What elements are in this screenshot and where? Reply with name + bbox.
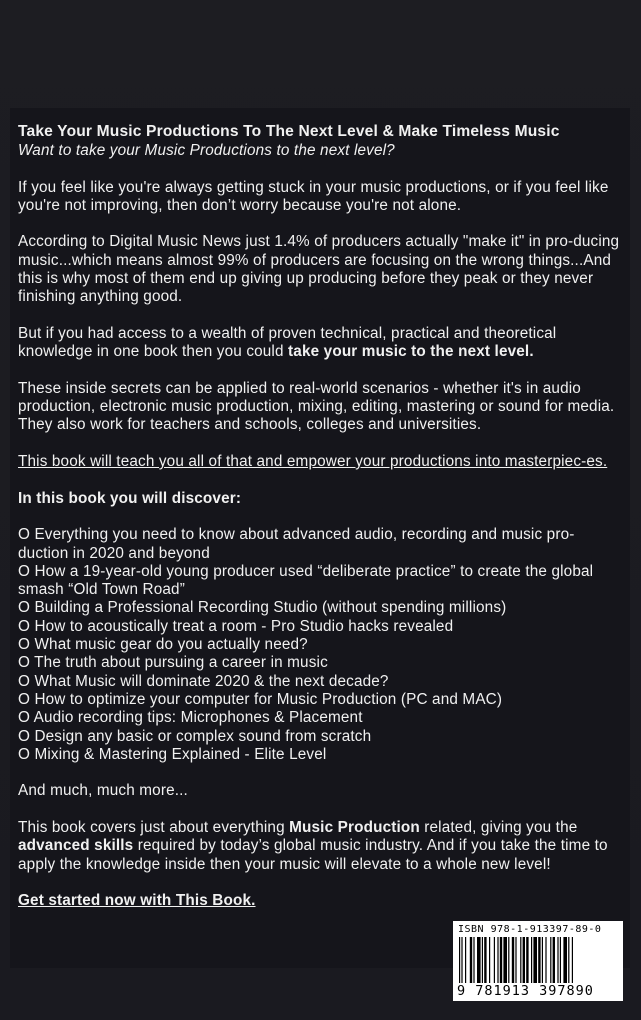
barcode-bar [477, 937, 481, 983]
barcode-bar [473, 937, 474, 983]
barcode-bar [484, 937, 486, 983]
list-item: O Building a Professional Recording Studio (without spending millions) [18, 599, 507, 617]
barcode-bar [512, 937, 514, 983]
covers-emphasis-skills: advanced skills [18, 837, 134, 855]
barcode-bar [553, 937, 555, 983]
list-item: O How to optimize your computer for Music Production (PC and MAC) [18, 690, 503, 708]
barcode-bar [550, 937, 551, 983]
barcode-bar [503, 937, 507, 983]
list-item: O What music gear do you actually need? [18, 636, 308, 654]
barcode-bar [531, 937, 532, 983]
list-item: O Design any basic or complex sound from scratch [18, 727, 372, 745]
barcode-digits: 9 781913 397890 [457, 983, 594, 999]
barcode-bar [520, 937, 521, 983]
discover-heading [18, 490, 623, 508]
list-item: O Everything you need to know about advanced audio, recording and music pro-duction in 2020 and beyond [18, 526, 575, 562]
barcode-bar [489, 937, 490, 983]
barcode-bar [523, 937, 525, 983]
barcode-bar [545, 937, 546, 983]
barcode-bars [459, 937, 617, 983]
paragraph-secrets: These inside secrets can be applied to real-world scenarios - whether it's in audio production, electronic music production, mixing, editing, mastering or sound for media. They also work for teachers and schools, colleges and universities. [18, 379, 615, 434]
book-subtitle: Want to take your Music Productions to the next level? [18, 142, 395, 159]
barcode-bar [572, 937, 573, 983]
barcode-bar [497, 937, 498, 983]
barcode-bar [542, 937, 543, 983]
list-item: O How a 19-year-old young producer used “deliberate practice” to create the global smash “Old Town Road” [18, 562, 594, 599]
paragraph-intro: If you feel like you're always getting stuck in your music productions, or if you feel like you're not improving, then don’t worry because you're not alone. [18, 178, 609, 214]
barcode-bar [470, 937, 472, 983]
paragraph-more: And much, much more... [18, 782, 188, 800]
paragraph-knowledge [18, 325, 623, 362]
barcode-bar [461, 937, 462, 983]
covers-text-e: required by today’s global music industry. And if you take the time to apply the knowledge inside then your music will elevate to a whole new level! [18, 837, 608, 873]
list-item: O How to acoustically treat a room - Pro Studio hacks revealed [18, 617, 454, 635]
barcode-bar [482, 937, 483, 983]
paragraph-knowledge-emphasis: take your music to the next level. [288, 343, 534, 361]
list-item: O Audio recording tips: Microphones & Placement [18, 709, 363, 727]
barcode-bar [560, 937, 561, 983]
paragraph-teach: This book will teach you all of that and empower your productions into masterpiec-es. [18, 453, 608, 471]
barcode-bar [508, 937, 509, 983]
barcode-bar [533, 937, 537, 983]
discover-list [18, 526, 623, 764]
list-item: O The truth about pursuing a career in music [18, 654, 328, 672]
barcode-bar [526, 937, 528, 983]
barcode-bar [538, 937, 540, 983]
book-title: Take Your Music Productions To The Next Level & Make Timeless Music [18, 123, 560, 140]
paragraph-statistics: According to Digital Music News just 1.4% of producers actually "make it" in pro-ducing music...which means almost 99% of producers are focusing on the wrong things...And this is why most of them end up giving up producing before they peak or they never finishing anything good. [18, 233, 620, 306]
covers-text-c: related, giving you the [419, 818, 578, 836]
barcode-bar [500, 937, 502, 983]
barcode-bar [557, 937, 558, 983]
call-to-action [18, 892, 623, 910]
barcode-bar [459, 937, 460, 983]
isbn-barcode [453, 921, 623, 1001]
paragraph-covers [18, 819, 623, 874]
barcode-bar [494, 937, 495, 983]
covers-text-a: This book covers just about everything [18, 818, 290, 836]
call-to-action-text: Get started now with This Book. [18, 892, 256, 910]
barcode-bar [515, 937, 516, 983]
paragraph-knowledge-text: But if you had access to a wealth of proven technical, practical and theoretical knowledge in one book then you could [18, 324, 557, 361]
barcode-bar [563, 937, 567, 983]
blurb-content [18, 122, 623, 929]
isbn-label: ISBN 978-1-913397-89-0 [458, 924, 602, 935]
list-item: O Mixing & Mastering Explained - Elite Level [18, 745, 327, 763]
discover-heading-text: In this book you will discover: [18, 489, 242, 507]
list-item: O What Music will dominate 2020 & the next decade? [18, 672, 389, 690]
barcode-bar [465, 937, 466, 983]
barcode-bar [568, 937, 569, 983]
covers-emphasis-production: Music Production [289, 818, 420, 836]
